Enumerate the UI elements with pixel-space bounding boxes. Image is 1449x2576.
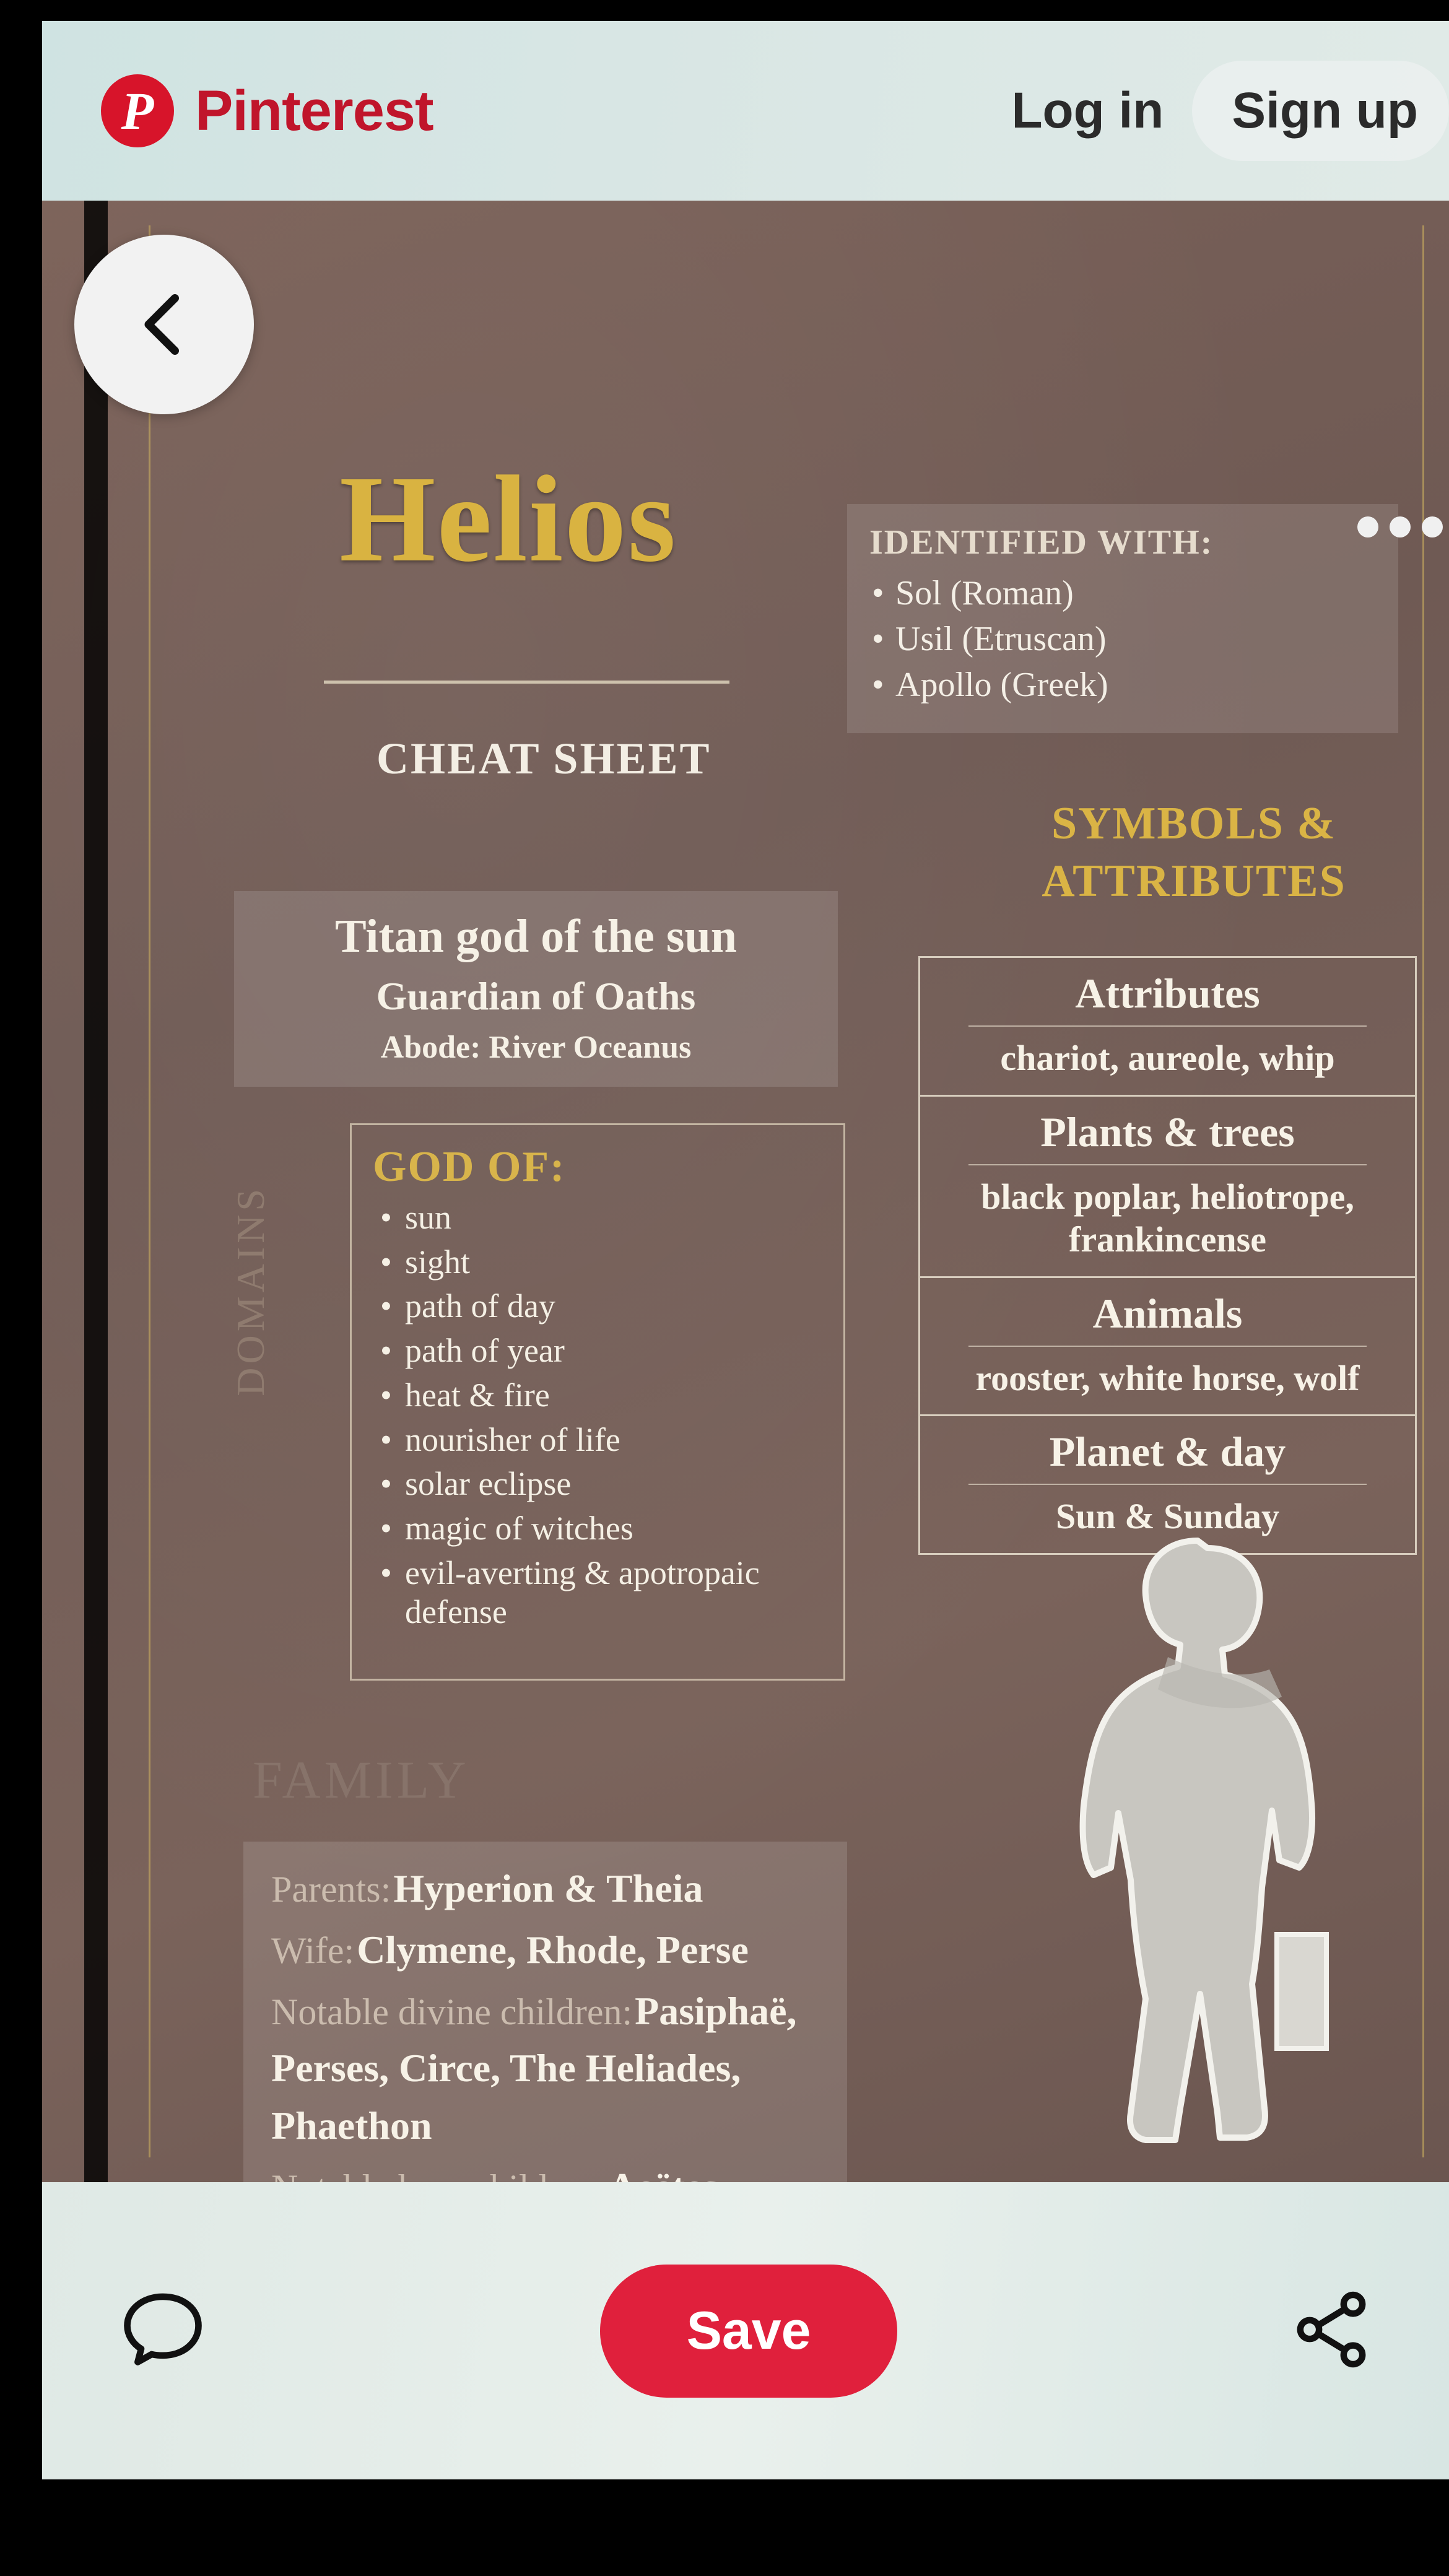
list-item: • magic of witches <box>405 1509 822 1549</box>
family-value-2: Pasiphaë, Perses, Circe, The Heliades, Phaethon <box>271 1988 797 2148</box>
more-options-button[interactable] <box>1357 516 1443 537</box>
list-item: • path of day <box>405 1287 822 1326</box>
row-heading: Plants & trees <box>968 1108 1367 1165</box>
family-row <box>271 1860 819 1918</box>
god-of-list <box>373 1198 822 1632</box>
list-item: • solar eclipse <box>405 1464 822 1504</box>
login-button[interactable]: Log in <box>1011 82 1164 139</box>
family-value-1: Clymene, Rhode, Perse <box>357 1927 749 1972</box>
action-bar <box>42 2182 1449 2479</box>
list-item: • nourisher of life <box>405 1421 822 1460</box>
family-value-0: Hyperion & Theia <box>393 1866 703 1910</box>
list-item: • sight <box>405 1243 822 1282</box>
domains-label: DOMAINS <box>228 1185 272 1396</box>
poster-border-right <box>1422 225 1424 2157</box>
list-item: • path of year <box>405 1331 822 1371</box>
photo-border-bottom <box>0 2479 1449 2576</box>
chevron-left-icon <box>127 287 201 362</box>
row-heading: Animals <box>968 1289 1367 1347</box>
list-item: • Apollo (Greek) <box>895 665 1376 705</box>
family-row <box>271 1921 819 1979</box>
phone-screen <box>42 21 1449 2479</box>
title-divider <box>324 681 729 684</box>
poster-border-left <box>149 225 150 2157</box>
row-value: black poplar, heliotrope, frankincense <box>981 1176 1354 1260</box>
titan-line-3: Abode: River Oceanus <box>380 1030 692 1065</box>
god-of-heading: GOD OF: <box>373 1143 566 1191</box>
list-item: • Usil (Etruscan) <box>895 619 1376 659</box>
back-button[interactable] <box>74 235 254 414</box>
family-label: FAMILY <box>253 1750 470 1809</box>
titan-summary-box <box>234 891 838 1087</box>
row-heading: Planet & day <box>968 1427 1367 1485</box>
marble-statue-icon <box>1022 1526 1344 2182</box>
pinterest-logo-icon[interactable]: P <box>101 74 174 147</box>
statue-illustration <box>1022 1526 1344 2182</box>
titan-line-1: Titan god of the sun <box>334 910 737 962</box>
symbols-attributes-heading: SYMBOLS & ATTRIBUTES <box>1042 798 1346 907</box>
table-row <box>920 1097 1415 1278</box>
photo-border-top <box>0 0 1449 21</box>
row-value: Sun & Sunday <box>1055 1496 1280 1537</box>
brand-label: Pinterest <box>195 79 433 142</box>
row-value: rooster, white horse, wolf <box>975 1357 1360 1398</box>
table-row <box>920 958 1415 1097</box>
share-icon <box>1288 2286 1375 2373</box>
identified-with-list <box>869 573 1376 705</box>
list-item: • evil-averting & apotropaic defense <box>405 1554 822 1632</box>
more-horizontal-icon <box>1357 516 1378 537</box>
list-item: • sun <box>405 1198 822 1238</box>
page-title: Helios <box>339 451 677 588</box>
top-bar <box>42 21 1449 201</box>
row-value: chariot, aureole, whip <box>1000 1038 1335 1078</box>
comment-icon <box>116 2283 209 2376</box>
more-horizontal-icon <box>1422 516 1443 537</box>
photo-shadow-edge <box>84 201 108 2182</box>
list-item: • Sol (Roman) <box>895 573 1376 613</box>
identified-with-box <box>847 504 1398 733</box>
family-label-1: Wife: <box>271 1930 355 1971</box>
list-item: • heat & fire <box>405 1376 822 1416</box>
family-row <box>271 1983 819 2155</box>
row-heading: Attributes <box>968 969 1367 1027</box>
comment-button[interactable] <box>116 2283 209 2379</box>
save-button[interactable]: Save <box>600 2265 898 2398</box>
identified-with-heading: IDENTIFIED WITH: <box>869 523 1214 562</box>
family-label-0: Parents: <box>271 1869 391 1910</box>
share-button[interactable] <box>1288 2286 1375 2376</box>
family-label-2: Notable divine children: <box>271 1991 633 2032</box>
photo-border-left <box>0 0 42 2576</box>
signup-button[interactable]: Sign up <box>1192 61 1449 161</box>
table-row <box>920 1278 1415 1417</box>
more-horizontal-icon <box>1390 516 1411 537</box>
attributes-table <box>918 956 1417 1555</box>
titan-line-2: Guardian of Oaths <box>376 974 696 1018</box>
pin-image[interactable] <box>42 201 1449 2182</box>
god-of-box <box>350 1123 845 1681</box>
page-subtitle: CHEAT SHEET <box>376 734 711 783</box>
